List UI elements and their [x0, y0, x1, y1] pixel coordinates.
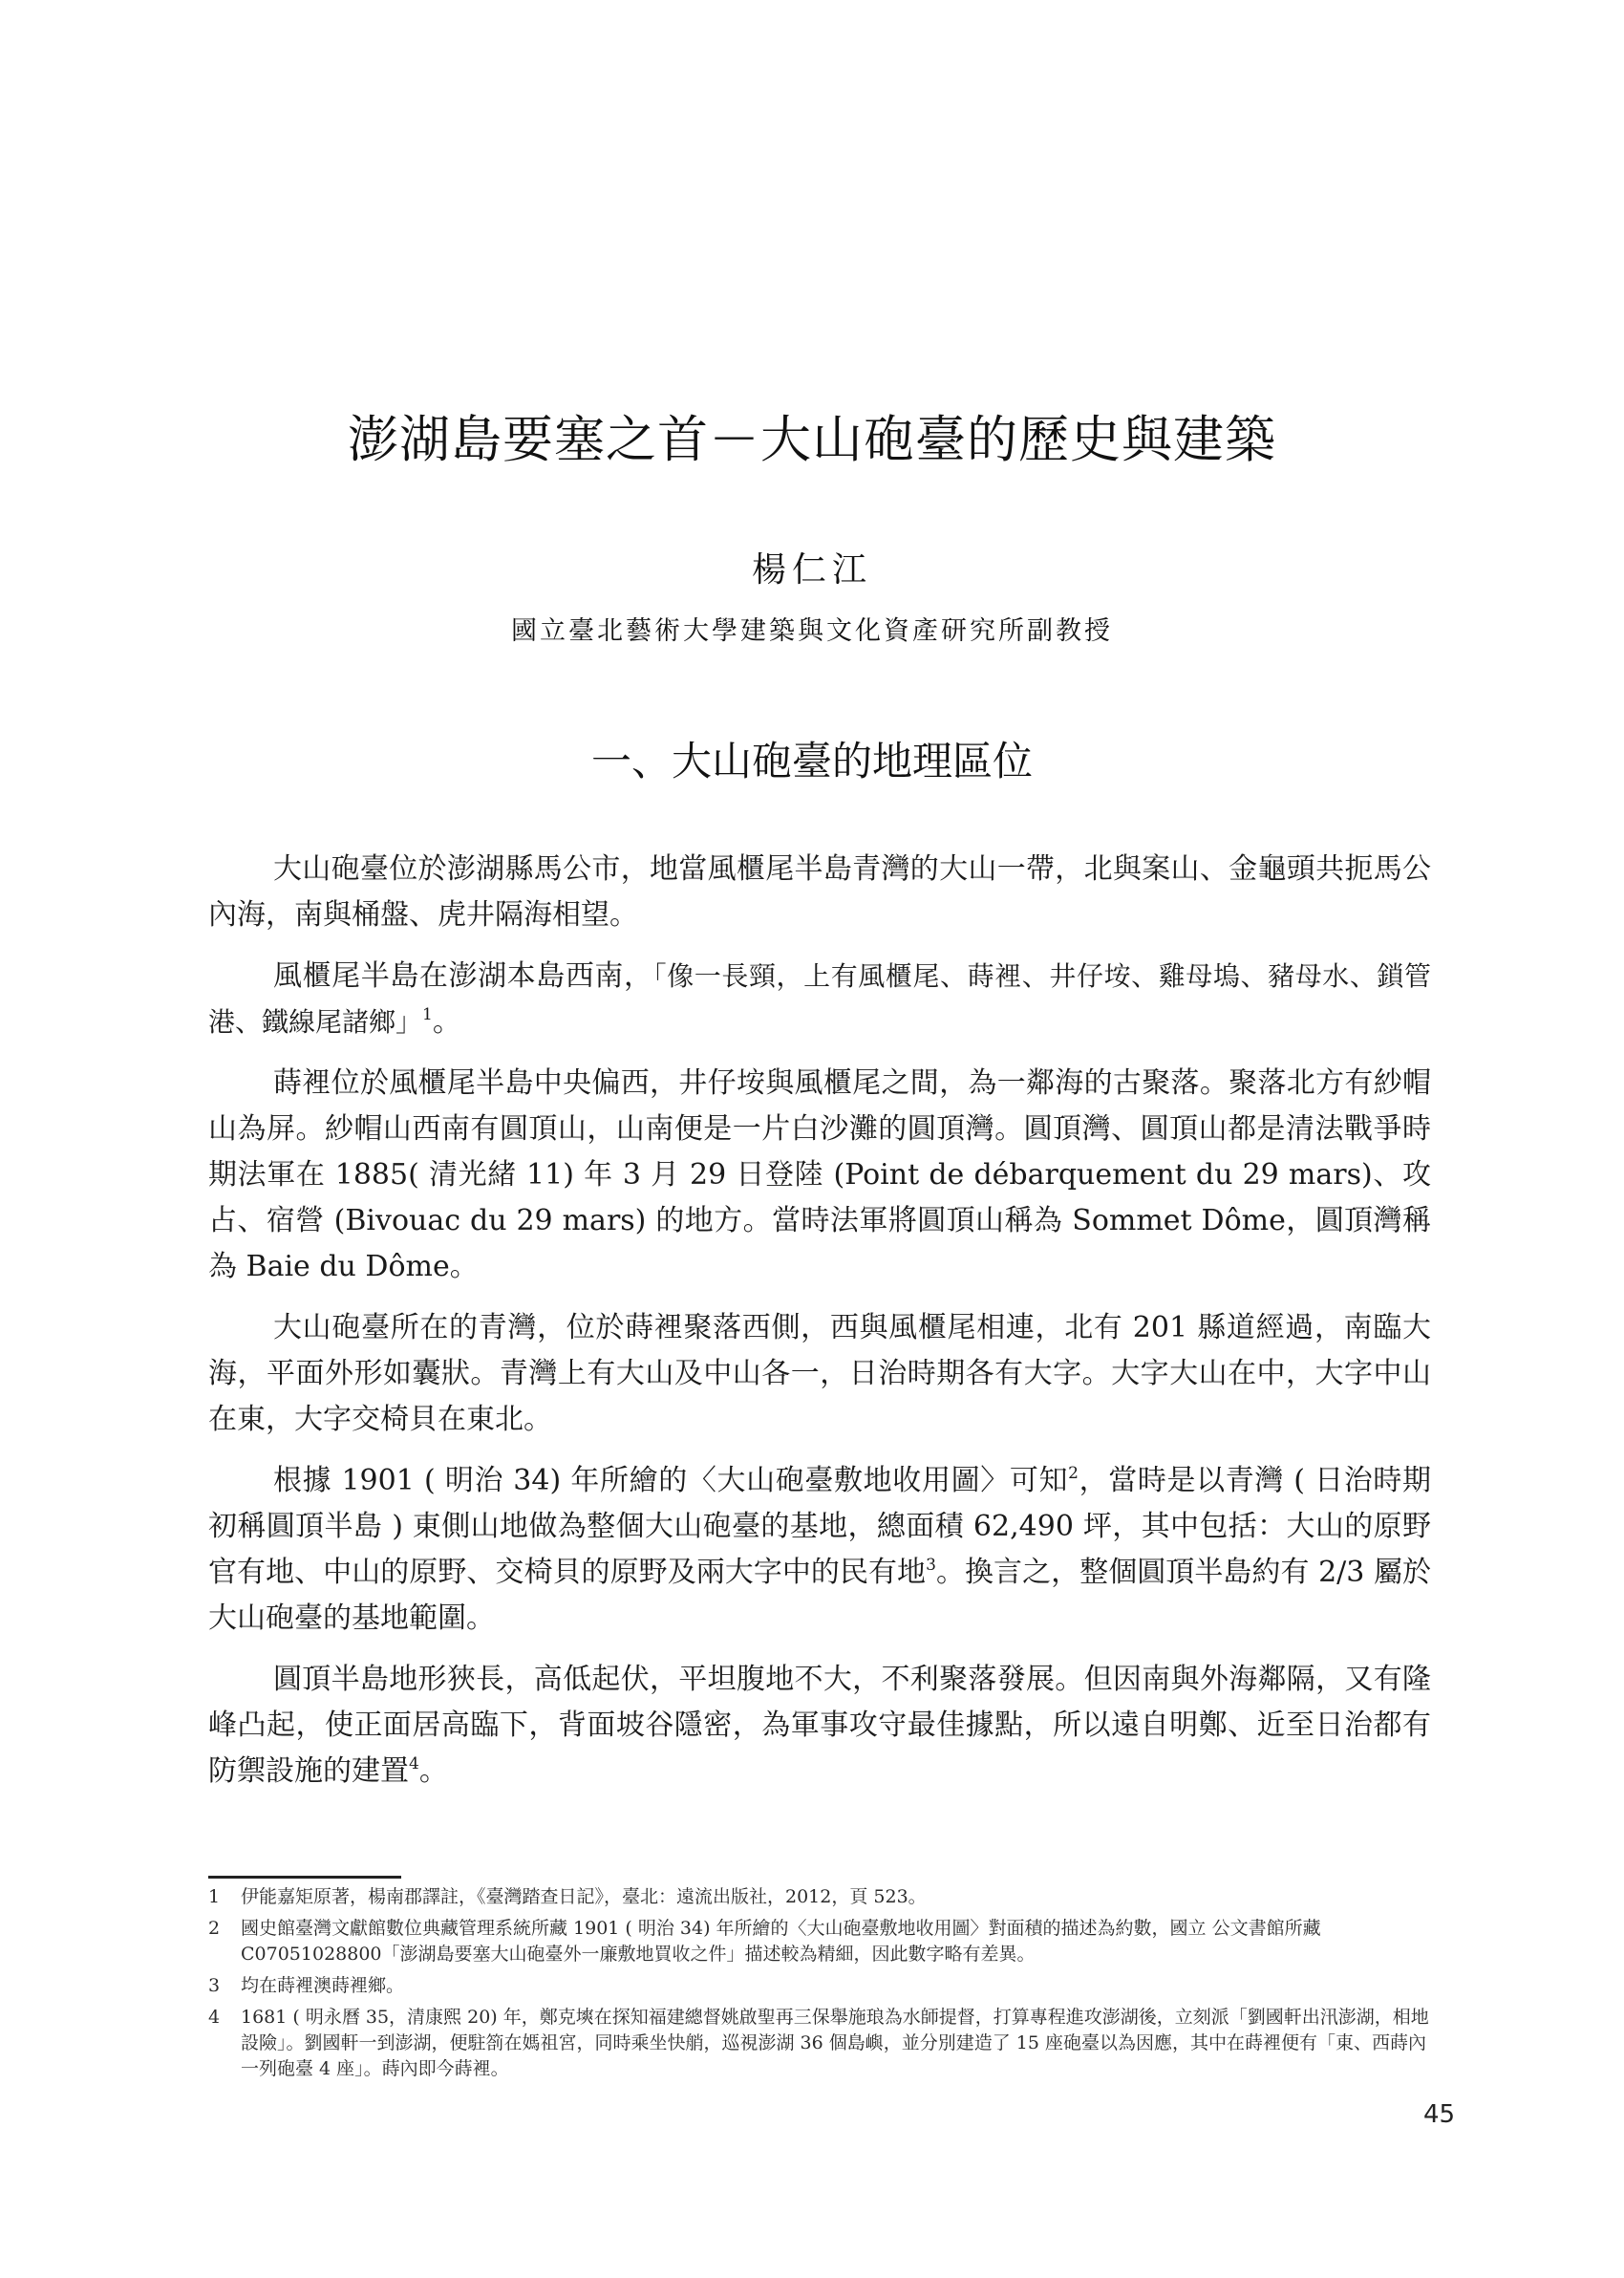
paragraph-2 [208, 954, 1431, 1045]
body-text [208, 847, 1431, 1810]
footnote-item [208, 2005, 1431, 2082]
paragraph-2-end: 。 [432, 1005, 461, 1039]
author-name: 楊仁江 [751, 550, 872, 590]
paragraph-4: 大山砲臺所在的青灣，位於蒔裡聚落西側，西與風櫃尾相連，北有 201 縣道經過，南臨大海，平面外形如囊狀。青灣上有大山及中山各一，日治時期各有大字。大字大山在中，大字中山在東，大字交椅貝在東北。 [208, 1311, 1431, 1436]
footnotes [208, 1884, 1431, 2088]
footnote-text: 1681 ( 明永曆 35，清康熙 20) 年，鄭克塽在探知福建總督姚啟聖再三保舉施琅為水師提督，打算專程進攻澎湖後，立刻派「劉國軒出汛澎湖，相地設險」。劉國軒一到澎湖，便駐箚在媽祖宮，同時乘坐快艄，巡視澎湖 36 個島嶼，並分別建造了 15 座砲臺以為因應，其中在蒔裡便有「東、西蒔內一列砲臺 4 座」。蒔內即今蒔裡。 [241, 2007, 1429, 2079]
footnote-text: 伊能嘉矩原著，楊南郡譯註，《臺灣踏查日記》，臺北：遠流出版社，2012，頁 523。 [241, 1886, 927, 1907]
footnote-number: 2 [208, 1918, 221, 1939]
paragraph-2-quote: 「像一長頸，上有風櫃尾、蒔裡、井仔垵、雞母塢、豬母水、鎖管港、鐵線尾諸鄉」 [208, 960, 1431, 1038]
footnote-text: 國史館臺灣文獻館數位典藏管理系統所藏 1901 ( 明治 34) 年所繪的〈大山砲臺敷地收用圖〉對面積的描述為約數，國立 公文書館所藏 C07051028800「澎湖島要塞大山砲臺外一廉敷地買收之件」描述較為精細，因此數字略有差異。 [241, 1918, 1321, 1965]
footnote-number: 1 [208, 1886, 221, 1907]
footnote-item [208, 1973, 1431, 1999]
paragraph-1: 大山砲臺位於澎湖縣馬公市，地當風櫃尾半島青灣的大山一帶，北與案山、金龜頭共扼馬公內海，南與桶盤、虎井隔海相望。 [208, 852, 1431, 932]
paragraph-6-part-a: 圓頂半島地形狹長，高低起伏，平坦腹地不大，不利聚落發展。但因南與外海鄰隔，又有隆峰凸起，使正面居高臨下，背面坡谷隱密，為軍事攻守最佳據點，所以遠自明鄭、近至日治都有防禦設施的建置 [208, 1663, 1431, 1788]
section-heading: 一、大山砲臺的地理區位 [590, 738, 1033, 784]
footnote-number: 3 [208, 1975, 221, 1996]
footnote-ref-4[interactable]: 4 [409, 1754, 419, 1773]
footnote-number: 4 [208, 2007, 221, 2028]
footnote-ref-2[interactable]: 2 [1068, 1464, 1079, 1483]
footnote-text: 均在蒔裡澳蒔裡鄉。 [241, 1975, 405, 1996]
paragraph-5-part-a: 根據 1901 ( 明治 34) 年所繪的〈大山砲臺敷地收用圖〉可知 [273, 1464, 1069, 1497]
paragraph-3: 蒔裡位於風櫃尾半島中央偏西，井仔垵與風櫃尾之間，為一鄰海的古聚落。聚落北方有紗帽山為屏。紗帽山西南有圓頂山，山南便是一片白沙灘的圓頂灣。圓頂灣、圓頂山都是清法戰爭時期法軍在 1885( 清光緒 11) 年 3 月 29 日登陸 (Point de débarquement du 29 mars)、攻占、宿營 (Bivouac du 29 mars) 的地方。當時法軍將圓頂山稱為 Sommet Dôme，圓頂灣稱為 Baie du Dôme。 [208, 1066, 1431, 1283]
footnote-ref-3[interactable]: 3 [926, 1556, 936, 1575]
footnote-item [208, 1884, 1431, 1910]
paragraph-2-lead: 風櫃尾半島在澎湖本島西南， [273, 959, 653, 993]
footnote-ref-1[interactable]: 1 [422, 1005, 433, 1024]
paragraph-5-part-c: 。換言之，整個圓頂半島約有 2/3 屬於大山砲臺的基地範圍。 [208, 1556, 1431, 1635]
paragraph-6 [208, 1657, 1431, 1794]
paragraph-6-end: 。 [418, 1754, 448, 1788]
footnote-item [208, 1916, 1431, 1967]
paragraph-5 [208, 1458, 1431, 1642]
author-affiliation: 國立臺北藝術大學建築與文化資產研究所副教授 [511, 616, 1113, 646]
paragraph-5-part-b: ，當時是以青灣 ( 日治時期初稱圓頂半島 ) 東側山地做為整個大山砲臺的基地，總面積 62,490 坪，其中包括：大山的原野官有地、中山的原野、交椅貝的原野及兩大字中的民有地 [208, 1464, 1431, 1589]
footnote-divider [208, 1876, 401, 1879]
article-title: 澎湖島要塞之首－大山砲臺的歷史與建築 [348, 411, 1276, 469]
page-number: 45 [1423, 2100, 1456, 2129]
